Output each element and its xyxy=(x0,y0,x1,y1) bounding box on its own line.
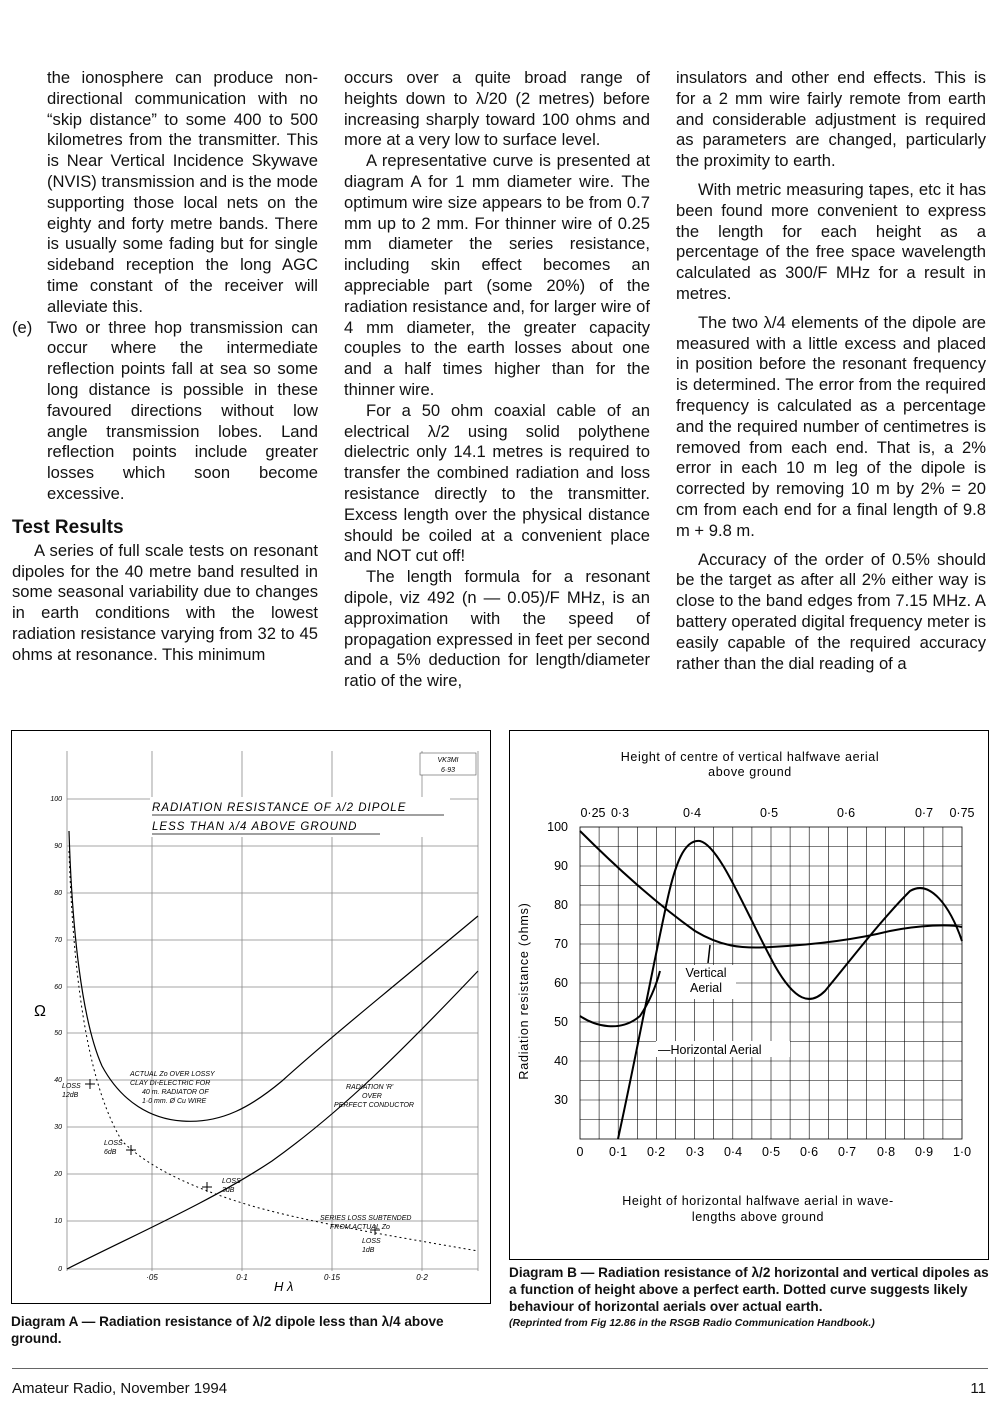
diagram-a-ytick: 10 xyxy=(54,1218,62,1225)
diagram-a-plot xyxy=(12,731,490,1303)
diagram-b-top-tick: 0·75 xyxy=(949,806,975,820)
footer-rule xyxy=(12,1368,988,1369)
diagram-a-xtick: 0·1 xyxy=(236,1273,248,1282)
paragraph-nvis: the ionosphere can produce non-directional communication with no “skip distance” to some 400 to 500 kilometres from the transmitter. This is Near Vertical Incidence Skywave (NVIS) transmission and is the mode supporting those local nets on the eighty and forty metre bands. There is usually some fading but for single sideband reception the long AGC time constant of the receiver will alleviate this. xyxy=(47,68,318,316)
diagram-a-ytick: 50 xyxy=(54,1030,62,1037)
section-heading-test-results: Test Results xyxy=(12,516,124,538)
ann-radiation-r-2: OVER xyxy=(362,1093,382,1100)
diagram-b-xtick: 0·6 xyxy=(799,1145,819,1159)
diagram-a-y-ticks xyxy=(50,796,62,1273)
diagram-b-gridlines xyxy=(580,827,962,1139)
ann-actual-zo-1: ACTUAL Zo OVER LOSSY xyxy=(130,1071,215,1078)
diagram-b-xtick: 0·4 xyxy=(723,1145,743,1159)
diagram-b-top-tick: 0·6 xyxy=(836,806,856,820)
diagram-a-title-1: RADIATION RESISTANCE OF λ/2 DIPOLE xyxy=(152,802,407,814)
diagram-a-stamp-2: 6·93 xyxy=(440,767,456,774)
diagram-b-top-ticks xyxy=(580,806,974,820)
diagram-b-xlabel-2: lengths above ground xyxy=(691,1210,825,1224)
paragraph-insulators: insulators and other end effects. This is for a 2 mm wire fairly remote from earth and considerable adjustment is required as parameters are changed, particularly the proximity to earth. xyxy=(676,68,986,171)
diagram-a-xtick: 0·15 xyxy=(323,1273,341,1282)
caption-diagram-b-note: (Reprinted from Fig 12.86 in the RSGB Radio Communication Handbook.) xyxy=(509,1317,875,1329)
caption-diagram-b xyxy=(509,1264,989,1332)
paragraph-length-formula: The length formula for a resonant dipole, viz 492 (n — 0.05)/F MHz, is an approximation with the speed of propagation expressed in feet per second and a 5% deduction for length/diameter ratio of the wire, xyxy=(344,567,650,691)
diagram-b-curve-horizontal-actual xyxy=(580,971,660,1026)
ann-radiation-r-3: PERFECT CONDUCTOR xyxy=(334,1102,414,1109)
loss-12db-b: 12dB xyxy=(62,1092,79,1099)
diagram-a-ytick: 40 xyxy=(54,1077,62,1084)
diagram-a-ytick: 30 xyxy=(54,1124,62,1131)
diagram-b-xtick: 0·8 xyxy=(876,1145,896,1159)
diagram-b-ytick: 50 xyxy=(554,1015,568,1029)
diagram-a-ytick: 90 xyxy=(54,843,62,850)
diagram-b-top-tick: 0·7 xyxy=(914,806,934,820)
footer-publication: Amateur Radio, November 1994 xyxy=(12,1380,228,1397)
ann-actual-zo-4: 1·0 mm. Ø Cu WIRE xyxy=(142,1098,207,1105)
diagram-b-xtick: 0 xyxy=(576,1145,584,1159)
loss-3db-a: LOSS xyxy=(222,1178,241,1185)
diagram-b-xtick: 0·2 xyxy=(646,1145,666,1159)
diagram-b-top-tick: 0·5 xyxy=(759,806,779,820)
loss-6db-a: LOSS xyxy=(104,1140,123,1147)
paragraph-test-results: A series of full scale tests on resonant dipoles for the 40 metre band resulted in some seasonal variability due to changes in earth conditions with the lowest radiation resistance varying from 32 to 45 ohms at resonance. This minimum xyxy=(12,540,318,664)
paragraph-minimum: occurs over a quite broad range of heights down to λ/20 (2 metres) before increasing sharply toward 100 ohms and more at a very low to surface level. xyxy=(344,68,650,150)
diagram-b-top-tick: 0·25 xyxy=(580,806,606,820)
diagram-b-ytick: 70 xyxy=(554,937,568,951)
diagram-a-stamp-1: VK3MI xyxy=(437,757,459,764)
diagram-a-ytick: 0 xyxy=(58,1266,62,1273)
list-item-e: (e) Two or three hop transmission can occur where the intermediate reflection points fall at sea so some long distance is possible in these favoured directions without low angle transmission lobes. Land reflection points include greater losses which soon become excessive. xyxy=(12,317,318,503)
diagram-a-ytick: 100 xyxy=(50,796,62,803)
paragraph-accuracy: Accuracy of the order of 0.5% should be the target as after all 2% either way is close to the band edges from 7.15 MHz. A battery operated digital frequency meter is easily capable of the required accuracy rather than the dial reading of a xyxy=(676,549,986,673)
diagram-b-ytick: 60 xyxy=(554,976,568,990)
diagram-b-ytick: 90 xyxy=(554,859,568,873)
diagram-b-plot xyxy=(510,731,988,1259)
diagram-a-ytick: 80 xyxy=(54,890,62,897)
footer-page-number: 11 xyxy=(970,1380,986,1397)
ann-actual-zo-2: CLAY DI-ELECTRIC FOR xyxy=(130,1080,211,1087)
diagram-a xyxy=(11,730,491,1304)
loss-1db-a: LOSS xyxy=(362,1238,381,1245)
diagram-b-xtick: 0·3 xyxy=(685,1145,705,1159)
diagram-b-xtick: 0·5 xyxy=(761,1145,781,1159)
diagram-b-xtick: 1·0 xyxy=(952,1145,972,1159)
ann-actual-zo-3: 40 m. RADIATOR OF xyxy=(142,1089,209,1096)
loss-12db-a: LOSS xyxy=(62,1083,81,1090)
diagram-b-ytick: 100 xyxy=(547,820,568,834)
diagram-b-xtick: 0·9 xyxy=(914,1145,934,1159)
diagram-b-y-ticks xyxy=(547,820,568,1107)
diagram-a-ylabel: Ω xyxy=(34,1003,46,1020)
diagram-b-top-tick: 0·4 xyxy=(682,806,702,820)
diagram-b-xlabel-1: Height of horizontal halfwave aerial in wave- xyxy=(622,1194,894,1208)
ann-series-loss-1: SERIES LOSS SUBTENDED xyxy=(320,1215,412,1222)
diagram-b-title-1: Height of centre of vertical halfwave aerial xyxy=(620,750,880,764)
paragraph-elements: The two λ/4 elements of the dipole are measured with a little excess and placed in position before the resonant frequency is determined. The error from the required frequency is calculated as a percentage and the required number of centimetres is removed from each end. That is, a 2% error in each 10 m leg of the dipole is corrected by removing 10 m by 2% = 20 cm from each end for a final length of 9.8 m + 9.8 m. xyxy=(676,312,986,540)
caption-diagram-b-text: Diagram B — Radiation resistance of λ/2 horizontal and vertical dipoles as a function of height above a perfect earth. Dotted curve suggests likely behaviour of horizontal aerials over actual earth. xyxy=(509,1265,989,1314)
loss-6db-b: 6dB xyxy=(104,1149,117,1156)
diagram-b-ytick: 80 xyxy=(554,898,568,912)
column-2 xyxy=(344,68,650,692)
paragraph-coax: For a 50 ohm coaxial cable of an electrical λ/2 using solid polythene dielectric only 14.1 metres is required to transfer the combined radiation and loss resistance directly to the transmitter. Excess length over the physical distance should be coiled at a convenient place and NOT cut off! xyxy=(344,400,650,566)
diagram-b-title-2: above ground xyxy=(708,765,792,779)
diagram-a-annotations xyxy=(62,1071,414,1254)
diagram-a-curve-radiation-r xyxy=(67,971,478,1269)
diagram-b-vertical-label-1: Vertical xyxy=(685,966,727,980)
diagram-a-xlabel: H λ xyxy=(274,1279,294,1294)
column-3 xyxy=(676,68,986,674)
diagram-b-ylabel: Radiation resistance (ohms) xyxy=(517,902,531,1080)
caption-diagram-a: Diagram A — Radiation resistance of λ/2 dipole less than λ/4 above ground. xyxy=(11,1314,444,1346)
diagram-b-ytick: 40 xyxy=(554,1054,568,1068)
loss-1db-b: 1dB xyxy=(362,1247,375,1254)
paragraph-curve: A representative curve is presented at diagram A for 1 mm diameter wire. The optimum wire size appears to be from 0.7 mm up to 2 mm. For thinner wire of 0.25 mm diameter the series resistance, including skin effect becomes an appreciable part (some 20%) of the radiation resistance and, for larger wire of 4 mm diameter, the greater capacity couples to the earth losses about one and a half times higher than for the thinner wire. xyxy=(344,151,650,399)
diagram-a-ytick: 60 xyxy=(54,984,62,991)
diagram-b-xtick: 0·7 xyxy=(837,1145,857,1159)
diagram-b-horizontal-label: —Horizontal Aerial xyxy=(658,1043,762,1057)
diagram-b-top-tick: 0·3 xyxy=(610,806,630,820)
diagram-b-xtick: 0·1 xyxy=(608,1145,628,1159)
diagram-b-bottom-ticks xyxy=(577,1145,972,1159)
paragraph-metric: With metric measuring tapes, etc it has been found more convenient to express the length for each height as a percentage of the free space wavelength calculated as 300/F MHz for a result in metres. xyxy=(676,179,986,303)
diagram-a-title-2: LESS THAN λ/4 ABOVE GROUND xyxy=(152,821,358,833)
list-label-e: (e) xyxy=(12,317,33,337)
column-1 xyxy=(12,68,318,666)
diagram-a-xtick: ·05 xyxy=(146,1273,158,1282)
ann-series-loss-2: FROM ACTUAL Zo xyxy=(330,1224,390,1231)
diagram-a-curve-series-loss xyxy=(69,851,478,1251)
diagram-b xyxy=(509,730,989,1260)
diagram-a-ytick: 20 xyxy=(54,1171,62,1178)
diagram-b-ytick: 30 xyxy=(554,1093,568,1107)
diagram-a-ytick: 70 xyxy=(54,937,62,944)
diagram-b-vertical-label-2: Aerial xyxy=(690,981,722,995)
ann-radiation-r-1: RADIATION 'R' xyxy=(346,1084,394,1091)
loss-3db-b: 3dB xyxy=(222,1187,235,1194)
diagram-a-xtick: 0·2 xyxy=(416,1273,428,1282)
